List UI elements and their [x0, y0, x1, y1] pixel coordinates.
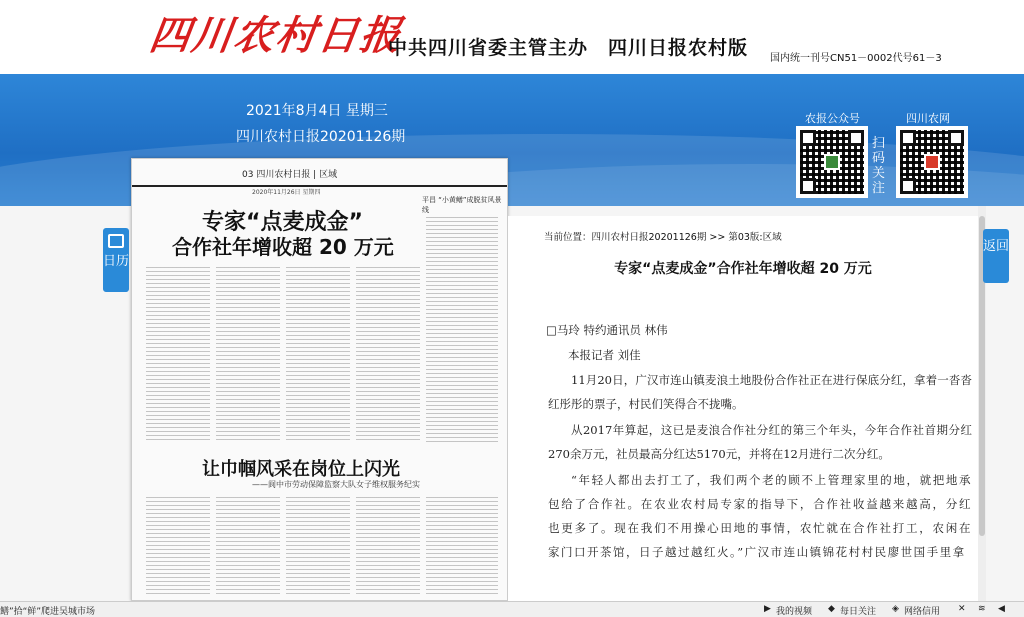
calendar-tab[interactable] — [103, 228, 129, 292]
article-panel — [508, 216, 978, 601]
newspaper-page-image[interactable] — [131, 158, 508, 601]
wechat-qr-code[interactable] — [796, 126, 868, 198]
paper-text-column — [286, 497, 350, 597]
browser-status-bar — [0, 601, 1024, 617]
site-qr-code[interactable] — [896, 126, 968, 198]
article-paragraph: 11月20日，广汉市连山镇麦浪土地股份合作社正在进行保底分红，拿着一沓沓红彤彤的票子，村民们笑得合不拢嘴。 — [548, 373, 972, 411]
news-ticker[interactable]: 鳝”拾“鲜”爬进吴城市场 — [0, 607, 95, 617]
wifi-icon[interactable]: ≋ — [978, 604, 986, 614]
qr-corner — [848, 130, 864, 146]
paper-text-column — [356, 497, 420, 597]
volume-icon[interactable]: ◀ — [998, 604, 1005, 614]
paper-page-number: 03 四川农村日报 | 区域 — [242, 170, 338, 180]
qr-corner — [948, 130, 964, 146]
article-title: 专家“点麦成金”合作社年增收超 20 万元 — [614, 261, 872, 277]
daily-follow-link[interactable]: 每日关注 — [840, 607, 877, 617]
qr-pattern — [800, 130, 864, 194]
paper-subhead-3: ——阆中市劳动保障监察大队女子维权服务纪实 — [252, 480, 420, 489]
qr-corner — [900, 130, 916, 146]
paper-text-column — [286, 267, 350, 442]
paper-text-column — [216, 497, 280, 597]
qr-pattern — [900, 130, 964, 194]
paper-side-note[interactable]: 平昌 “小黄鳝”成脱贫风景线 — [422, 196, 502, 214]
publication-number: 国内统一刊号CN51－0002代号61－3 — [770, 53, 942, 64]
credit-link[interactable]: 网络信用 — [904, 607, 941, 617]
paper-date: 2020年11月26日 星期四 — [252, 189, 321, 196]
paper-text-column — [356, 267, 420, 442]
article-paragraph: “年轻人都出去打工了，我们两个老的顾不上管理家里的地，就把地承包给了合作社。在农业农村局专家的指导下，合作社收益越来越高，分红也更多了。现在我们不用操心田地的事情，农忙就在合作社打工，农闲在家门口开茶馆，日子越过越红火。”广汉市连山镇锦花村村民廖世国手里拿 — [548, 473, 972, 559]
paper-headline-1[interactable]: 专家“点麦成金” — [202, 210, 363, 235]
paper-headline-3[interactable]: 让巾帼风采在岗位上闪光 — [202, 459, 400, 480]
qr-corner — [900, 178, 916, 194]
video-icon[interactable]: ▶ — [764, 604, 771, 614]
article-byline: □马玲 特约通讯员 林伟 — [546, 323, 668, 337]
shield-icon[interactable]: ◈ — [892, 604, 899, 614]
qr-label-site: 四川农网 — [906, 112, 950, 125]
fire-icon[interactable]: ◆ — [828, 604, 835, 614]
issue-date: 2021年8月4日 星期三 — [246, 103, 388, 119]
paper-text-column — [146, 267, 210, 442]
article-paragraph: 从2017年算起，这已是麦浪合作社分红的第三个年头，今年合作社首期分红270余万元，社员最高分红达5170元，并将在12月进行二次分红。 — [548, 423, 972, 461]
article-byline-reporter: 本报记者 刘佳 — [568, 348, 641, 362]
qr-logo — [824, 154, 840, 170]
settings-icon[interactable]: ✕ — [958, 604, 966, 614]
paper-text-column — [146, 497, 210, 597]
my-video-link[interactable]: 我的视频 — [776, 607, 813, 617]
newspaper-logo[interactable]: 四川农村日报 — [146, 12, 406, 59]
qr-logo — [924, 154, 940, 170]
issue-number: 四川农村日报20201126期 — [236, 129, 406, 145]
breadcrumb[interactable]: 当前位置：四川农村日报20201126期 >> 第03版:区域 — [544, 232, 782, 243]
paper-text-column — [216, 267, 280, 442]
paper-text-column — [426, 497, 498, 597]
qr-label-wechat: 农报公众号 — [805, 112, 860, 125]
masthead-tagline: 中共四川省委主管主办 四川日报农村版 — [388, 37, 749, 59]
paper-text-column — [426, 217, 498, 442]
paper-headline-2[interactable]: 合作社年增收超 20 万元 — [172, 235, 394, 259]
qr-corner — [800, 130, 816, 146]
calendar-tab-label: 日历 — [103, 254, 130, 269]
scan-to-follow: 扫码关注 — [872, 136, 886, 196]
qr-corner — [800, 178, 816, 194]
masthead — [0, 0, 1024, 74]
back-button[interactable]: 返回 — [983, 229, 1009, 283]
calendar-icon — [108, 234, 124, 248]
